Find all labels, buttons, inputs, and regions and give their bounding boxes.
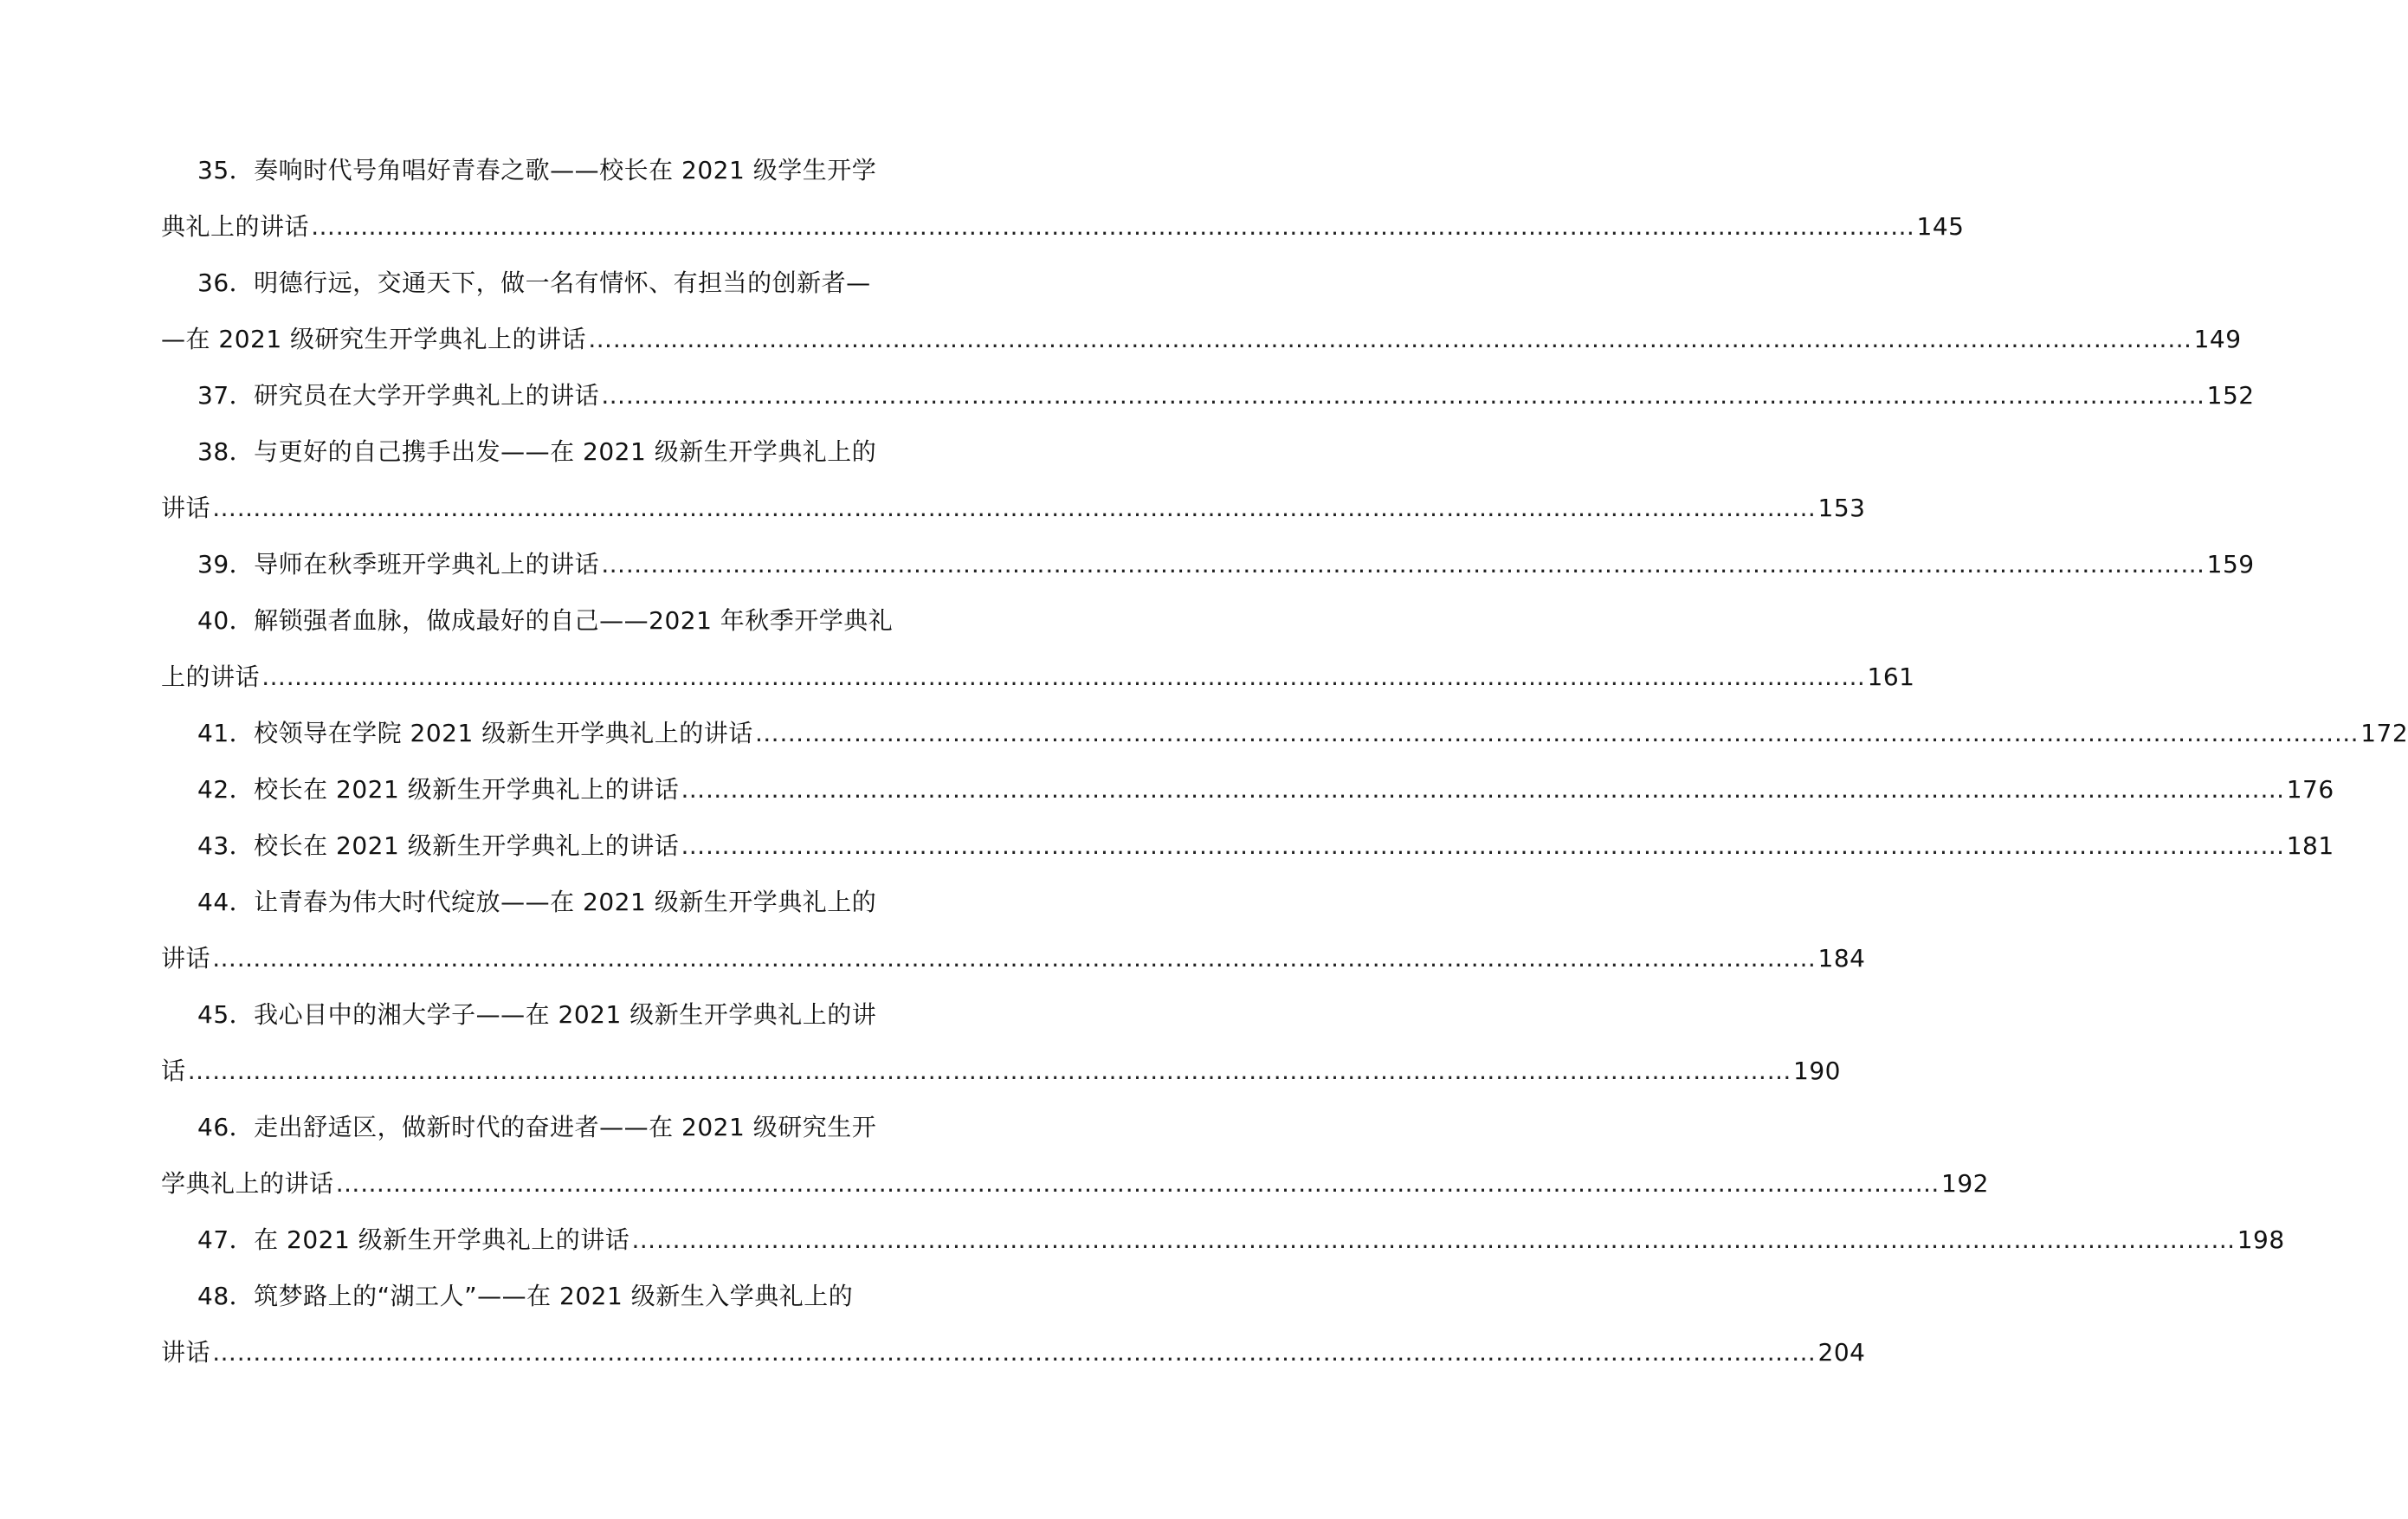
toc-entry-text: ．校长在 2021 级新生开学典礼上的讲话 [229,775,680,804]
toc-entry-text-continued: 典礼上的讲话 [161,212,310,241]
toc-entry-text: ．导师在秋季班开学典礼上的讲话 [229,550,600,579]
toc-entry [161,1212,2285,1268]
toc-entry-text: ．与更好的自己携手出发——在 2021 级新生开学典礼上的 [229,437,877,466]
toc-entry-number: 47 [197,1225,229,1254]
toc-leader-dots: …………………………………………………………………………………………………………………………………………………………………………… [212,494,1817,522]
toc-entry-first-line [161,142,966,198]
toc-leader-dots: …………………………………………………………………………………………………………………………………………………………………………… [754,719,2360,747]
toc-entry-continuation [161,198,1965,255]
toc-entry-first-line [161,986,966,1043]
toc-entry-first-line [161,1099,966,1155]
toc-page-number: 190 [1793,1057,1841,1085]
toc-entry [161,536,2255,592]
toc-entry-text: ．筑梦路上的“湖工人”——在 2021 级新生入学典礼上的 [229,1282,854,1310]
toc-leader-dots: …………………………………………………………………………………………………………………………………………………………………………… [601,381,2205,410]
toc-entry-number: 40 [197,606,229,635]
toc-page-number: 181 [2286,831,2334,860]
toc-entry-text: ．走出舒适区，做新时代的奋进者——在 2021 级研究生开 [229,1113,877,1141]
toc-page-number: 176 [2286,775,2334,804]
toc-entry-continuation [161,930,1866,986]
toc-entry-number: 37 [197,381,229,410]
toc-page-number: 152 [2206,381,2255,410]
toc-leader-dots: …………………………………………………………………………………………………………………………………………………………………………… [187,1057,1792,1085]
toc-page-number: 149 [2193,325,2242,353]
toc-page-number: 161 [1867,663,1915,691]
toc-entry-first-line [161,874,966,930]
toc-page-number: 198 [2237,1225,2285,1254]
toc-leader-dots: …………………………………………………………………………………………………………………………………………………………………………… [335,1169,1940,1198]
toc-leader-dots: …………………………………………………………………………………………………………………………………………………………………………… [261,663,1866,691]
toc-entry-number: 35 [197,156,229,184]
toc-entry-text-continued: 话 [161,1057,186,1085]
toc-entry-continuation [161,649,1915,705]
toc-entry-text: ．在 2021 级新生开学典礼上的讲话 [229,1225,630,1254]
toc-entry [161,761,2334,818]
toc-entry-text-continued: 上的讲话 [161,663,261,691]
toc-entry-text: ．解锁强者血脉，做成最好的自己——2021 年秋季开学典礼 [229,606,894,635]
toc-entry-number: 41 [197,719,229,747]
toc-entry-number: 42 [197,775,229,804]
toc-entry-title [197,818,679,874]
toc-entry-number: 45 [197,1000,229,1029]
toc-entry-title [197,536,599,592]
toc-leader-dots: …………………………………………………………………………………………………………………………………………………………………………… [681,831,2285,860]
toc-leader-dots: …………………………………………………………………………………………………………………………………………………………………………… [311,212,1915,241]
toc-entry-text: ．校长在 2021 级新生开学典礼上的讲话 [229,831,680,860]
toc-leader-dots: …………………………………………………………………………………………………………………………………………………………………………… [601,550,2205,579]
toc-entry-title [197,761,679,818]
toc-entry-title [197,705,753,761]
toc-leader-dots: …………………………………………………………………………………………………………………………………………………………………………… [588,325,2192,353]
table-of-contents [161,142,2408,1380]
toc-entry-text: ．研究员在大学开学典礼上的讲话 [229,381,600,410]
toc-entry-first-line [161,592,966,649]
toc-entry-first-line [161,1268,966,1324]
toc-entry-text: ．校领导在学院 2021 级新生开学典礼上的讲话 [229,719,753,747]
toc-leader-dots: …………………………………………………………………………………………………………………………………………………………………………… [681,775,2285,804]
toc-leader-dots: …………………………………………………………………………………………………………………………………………………………………………… [212,1338,1817,1367]
toc-entry-text: ．我心目中的湘大学子——在 2021 级新生开学典礼上的讲 [229,1000,877,1029]
toc-entry-continuation [161,311,2242,367]
toc-page-number: 145 [1916,212,1965,241]
toc-entry-number: 38 [197,437,229,466]
toc-page-number: 172 [2360,719,2408,747]
toc-entry [161,818,2334,874]
toc-entry-number: 39 [197,550,229,579]
toc-entry-number: 44 [197,888,229,916]
toc-page-number: 153 [1817,494,1866,522]
toc-entry-number: 48 [197,1282,229,1310]
toc-entry-continuation [161,1155,1989,1212]
toc-entry-continuation [161,1324,1866,1380]
toc-entry-text: ．明德行远，交通天下，做一名有情怀、有担当的创新者— [229,268,871,297]
toc-entry-text-continued: 讲话 [161,494,211,522]
toc-leader-dots: …………………………………………………………………………………………………………………………………………………………………………… [212,944,1817,973]
toc-entry-first-line [161,255,966,311]
toc-leader-dots: …………………………………………………………………………………………………………………………………………………………………………… [631,1225,2236,1254]
toc-entry-number: 36 [197,268,229,297]
toc-entry-text: ．奏响时代号角唱好青春之歌——校长在 2021 级学生开学 [229,156,877,184]
toc-entry [161,705,2408,761]
toc-entry-text: ．让青春为伟大时代绽放——在 2021 级新生开学典礼上的 [229,888,877,916]
toc-entry-text-continued: 讲话 [161,944,211,973]
toc-entry-first-line [161,423,966,480]
toc-page-number: 159 [2206,550,2255,579]
toc-entry-title [197,1212,629,1268]
toc-page-number: 184 [1817,944,1866,973]
toc-entry-number: 43 [197,831,229,860]
toc-page-number: 204 [1817,1338,1866,1367]
toc-entry-text-continued: —在 2021 级研究生开学典礼上的讲话 [161,325,587,353]
toc-entry-continuation [161,480,1866,536]
toc-entry-text-continued: 讲话 [161,1338,211,1367]
toc-page-number: 192 [1941,1169,1989,1198]
toc-entry-continuation [161,1043,1841,1099]
toc-entry-text-continued: 学典礼上的讲话 [161,1169,334,1198]
toc-entry-number: 46 [197,1113,229,1141]
toc-entry-title [197,367,599,423]
toc-entry [161,367,2255,423]
